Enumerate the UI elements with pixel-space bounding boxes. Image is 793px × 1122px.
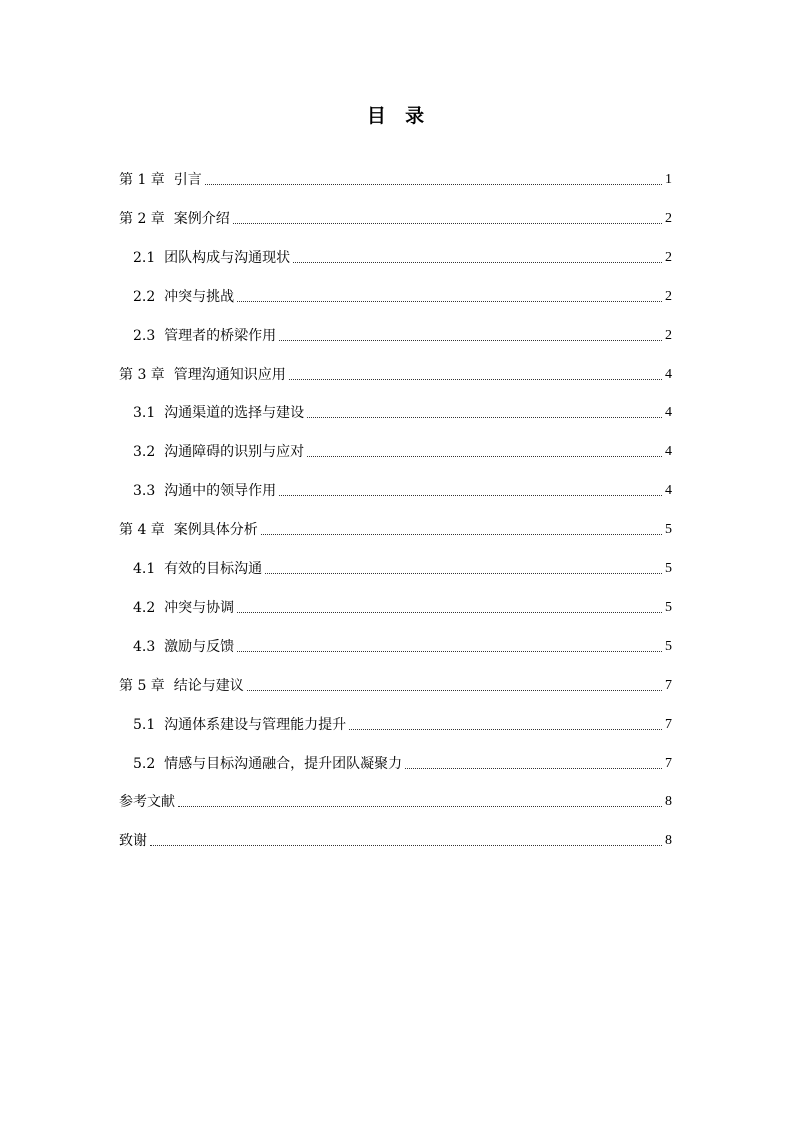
dot-leader — [307, 416, 662, 418]
toc-entry-label: 2.2 冲突与挑战 — [133, 289, 235, 305]
toc-entry-label: 2.3 管理者的桥梁作用 — [133, 328, 277, 344]
toc-entry[interactable] — [133, 633, 672, 657]
toc-page-number: 2 — [665, 250, 672, 265]
toc-entry[interactable] — [133, 244, 672, 268]
toc-entry[interactable] — [133, 750, 672, 774]
toc-entry-label: 第 3 章 管理沟通知识应用 — [119, 367, 286, 383]
toc-page-number: 2 — [665, 289, 672, 304]
toc-entry[interactable] — [119, 361, 672, 385]
toc-entry-label: 第 5 章 结论与建议 — [119, 678, 244, 694]
toc-page-number: 5 — [665, 600, 672, 615]
dot-leader — [178, 805, 662, 807]
toc-page-number: 5 — [665, 639, 672, 654]
dot-leader — [307, 455, 662, 457]
toc-page-number: 8 — [665, 833, 672, 848]
toc-entry-label: 5.2 情感与目标沟通融合，提升团队凝聚力 — [133, 756, 403, 772]
dot-leader — [247, 689, 662, 691]
toc-entry[interactable] — [133, 555, 672, 579]
toc-entry-label: 参考文献 — [119, 794, 175, 810]
toc-entry-label: 4.3 激励与反馈 — [133, 639, 235, 655]
toc-entry[interactable] — [133, 399, 672, 423]
dot-leader — [233, 222, 662, 224]
toc-entry-label: 2.1 团队构成与沟通现状 — [133, 250, 291, 266]
dot-leader — [261, 533, 662, 535]
toc-page-number: 4 — [665, 483, 672, 498]
toc-page-number: 7 — [665, 756, 672, 771]
toc-entry-label: 4.2 冲突与协调 — [133, 600, 235, 616]
dot-leader — [150, 844, 662, 846]
toc-page-number: 5 — [665, 522, 672, 537]
toc-page-number: 4 — [665, 444, 672, 459]
toc-entry[interactable] — [119, 516, 672, 540]
toc-page-number: 1 — [665, 172, 672, 187]
toc-entry-label: 致谢 — [119, 833, 147, 849]
toc-entry[interactable] — [133, 711, 672, 735]
toc-page-number: 7 — [665, 678, 672, 693]
dot-leader — [237, 650, 662, 652]
toc-entry-label: 4.1 有效的目标沟通 — [133, 561, 263, 577]
toc-entry[interactable] — [133, 594, 672, 618]
toc-entry-label: 3.2 沟通障碍的识别与应对 — [133, 444, 305, 460]
toc-entry[interactable] — [133, 322, 672, 346]
toc-page-number: 2 — [665, 328, 672, 343]
dot-leader — [237, 611, 662, 613]
dot-leader — [279, 339, 662, 341]
dot-leader — [293, 261, 662, 263]
toc-entry-label: 第 2 章 案例介绍 — [119, 211, 230, 227]
dot-leader — [289, 378, 662, 380]
dot-leader — [405, 767, 662, 769]
toc-page-number: 4 — [665, 405, 672, 420]
toc-page-number: 5 — [665, 561, 672, 576]
toc-page-number: 8 — [665, 794, 672, 809]
toc-entry[interactable] — [119, 827, 672, 851]
toc-entry[interactable] — [119, 166, 672, 190]
dot-leader — [279, 494, 662, 496]
dot-leader — [265, 572, 662, 574]
toc-entry-label: 第 1 章 引言 — [119, 172, 202, 188]
toc-entry[interactable] — [133, 438, 672, 462]
toc-entry-label: 5.1 沟通体系建设与管理能力提升 — [133, 717, 347, 733]
dot-leader — [205, 183, 662, 185]
toc-entry-label: 3.1 沟通渠道的选择与建设 — [133, 405, 305, 421]
toc-page-number: 7 — [665, 717, 672, 732]
toc-entry[interactable] — [119, 788, 672, 812]
toc-entry[interactable] — [119, 205, 672, 229]
toc-entry[interactable] — [133, 477, 672, 501]
page-title: 目 录 — [366, 105, 427, 127]
dot-leader — [349, 728, 662, 730]
toc-entry-label: 3.3 沟通中的领导作用 — [133, 483, 277, 499]
toc-page-number: 2 — [665, 211, 672, 226]
dot-leader — [237, 300, 662, 302]
toc-page-number: 4 — [665, 367, 672, 382]
toc-entry-label: 第 4 章 案例具体分析 — [119, 522, 258, 538]
toc-entry[interactable] — [119, 672, 672, 696]
toc-entry[interactable] — [133, 283, 672, 307]
